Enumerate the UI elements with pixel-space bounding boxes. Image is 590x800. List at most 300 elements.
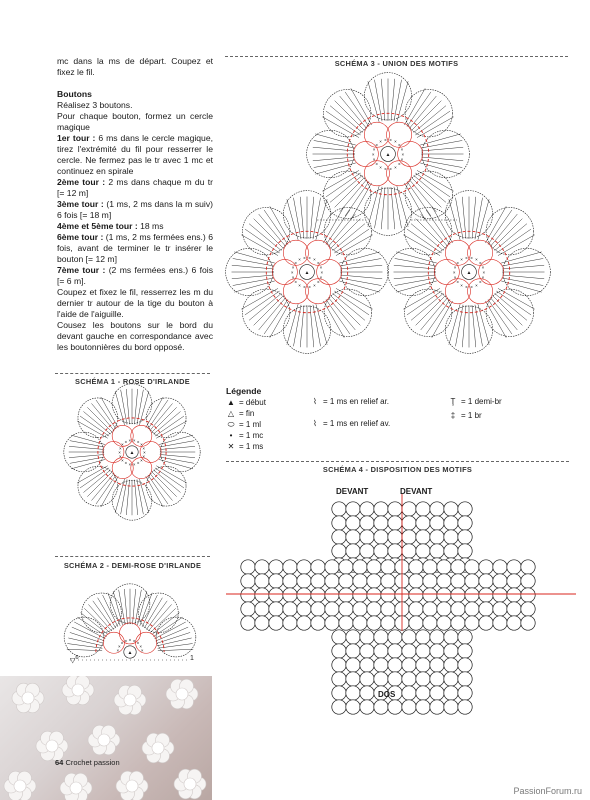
motif-cell [458,502,472,516]
motif-cell [339,588,353,602]
motif-cell [521,616,535,630]
motif-cell [479,602,493,616]
motif-cell [437,616,451,630]
motif-cell [451,588,465,602]
motif-cell [388,502,402,516]
motif-cell [381,560,395,574]
svg-text:×: × [303,284,306,290]
s2-number-left: ▽$^6$ [70,655,79,665]
svg-text:×: × [140,457,143,463]
instruction-round-label: 1er tour : [57,133,96,143]
instruction-line: Réalisez 3 boutons. [57,100,133,110]
motif-cell [388,658,402,672]
motif-cell [283,560,297,574]
svg-text:×: × [320,270,324,275]
outline-triangle-icon: △ [227,409,235,418]
motif-cell [416,502,430,516]
svg-text:×: × [119,445,122,451]
motif-cell [402,672,416,686]
motif-cell [374,530,388,544]
motif-cell [437,574,451,588]
motif-cell [458,700,472,714]
svg-text:×: × [379,139,382,145]
legend-item [226,441,266,452]
motif-cell [416,544,430,558]
motif-cell [444,700,458,714]
motif-cell [465,616,479,630]
legend-title: Légende [226,386,262,396]
motif-cell [360,658,374,672]
svg-text:×: × [121,457,124,463]
motif-cell [430,630,444,644]
motif-cell [325,588,339,602]
motif-cell [381,602,395,616]
legend-relief [310,390,390,434]
intro-text: mc dans la ms de départ. Coupez et fixez le fil. [57,56,213,77]
motif-cell [458,686,472,700]
motif-cell [444,658,458,672]
motif-cell [360,686,374,700]
motif-cell [430,544,444,558]
svg-text:×: × [142,445,145,451]
motif-cell [283,616,297,630]
svg-text:×: × [132,462,136,468]
motif-cell [360,544,374,558]
legend-item [226,430,266,441]
svg-text:×: × [294,260,297,266]
motif-cell [255,560,269,574]
motif-cell [416,686,430,700]
crochet-photo [0,676,212,800]
motif-cell [381,574,395,588]
motif-cell [388,516,402,530]
motif-cell [444,630,458,644]
motif-cell [374,672,388,686]
motif-cell [297,616,311,630]
svg-text:×: × [298,257,301,263]
motif-cell [507,574,521,588]
motif-cell [388,700,402,714]
instruction-round-label: 7ème tour : [57,265,106,275]
svg-text:×: × [400,157,404,163]
motif-cell [339,560,353,574]
motif-cell [360,672,374,686]
motif-cell [367,588,381,602]
svg-text:×: × [142,454,145,460]
svg-text:×: × [470,255,473,261]
legend-label: = début [239,398,266,407]
legend-item [226,397,266,408]
motif-cell [346,516,360,530]
motif-cell [374,658,388,672]
motif-cell [346,644,360,658]
motif-cell [423,616,437,630]
motif-cell [465,574,479,588]
svg-text:×: × [481,275,485,281]
boutons-heading: Boutons [57,89,92,99]
relief-front-icon: ⌇ [313,418,317,428]
motif-cell [346,686,360,700]
svg-text:×: × [136,460,140,466]
motif-cell [269,602,283,616]
motif-cell [493,574,507,588]
treble-label: = 1 br [461,410,482,420]
half-treble-label: = 1 demi-br [461,396,502,406]
legend-label: = 1 ms [239,442,264,451]
motif-cell [325,560,339,574]
svg-text:×: × [475,282,478,288]
motif-cell [360,530,374,544]
motif-cell [493,616,507,630]
schema1-title: SCHÉMA 1 - ROSE D'IRLANDE [75,377,190,386]
motif-cell [416,644,430,658]
svg-text:×: × [372,157,376,163]
motif-cell [444,516,458,530]
instruction-round-label: 6ème tour : [57,232,104,242]
motif-cell [346,672,360,686]
relief-back-label: = 1 ms en relief ar. [323,396,390,406]
motif-cell [346,544,360,558]
motif-cell [332,672,346,686]
svg-text:×: × [303,255,306,261]
svg-text:×: × [120,640,124,646]
motif-cell [416,700,430,714]
motif-cell [416,530,430,544]
boutons-instructions [57,100,213,353]
schema3-title: SCHÉMA 3 - UNION DES MOTIFS [334,59,459,68]
svg-text:×: × [294,279,297,285]
motif-cell [241,602,255,616]
svg-text:×: × [371,152,375,157]
svg-text:×: × [398,161,401,167]
svg-text:×: × [389,166,392,172]
svg-text:×: × [118,450,121,455]
motif-cell [381,588,395,602]
svg-text:×: × [119,454,122,460]
instruction-line: 2ème tour : 2 ms dans chaque m du tr [= 12 m] [57,177,213,198]
svg-text:×: × [124,638,128,644]
svg-text:×: × [317,260,320,266]
motif-cell [437,560,451,574]
motif-cell [402,502,416,516]
motif-cell [493,602,507,616]
motif-cell [374,644,388,658]
motif-cell [388,644,402,658]
legend-label: = 1 mc [239,431,264,440]
motif-cell [465,560,479,574]
svg-text:×: × [291,275,295,281]
instruction-line: Coupez et fixez le fil, resserrez les m du dernier tr autour de la tige du bouton à l'aide de l'aiguille. [57,287,213,319]
svg-text:×: × [475,257,478,263]
motif-cell [458,544,472,558]
motif-cell [430,658,444,672]
schema4-title: SCHÉMA 4 - DISPOSITION DES MOTIFS [322,465,473,474]
svg-text:▲: ▲ [466,270,472,276]
motif-cell [332,658,346,672]
motif-cell [458,530,472,544]
svg-text:×: × [298,282,301,288]
svg-text:×: × [319,275,323,281]
motif-cell [444,686,458,700]
legend-label: = fin [239,409,255,418]
divider-top [225,56,568,57]
svg-text:×: × [479,279,482,285]
motif-cell [444,644,458,658]
motif-cell [409,588,423,602]
watermark: PassionForum.ru [513,786,582,796]
motif-cell [507,560,521,574]
motif-cell [423,560,437,574]
motif-cell [402,644,416,658]
motif-cell [444,544,458,558]
motif-cell [360,502,374,516]
motif-cell [465,602,479,616]
instruction-line: 4ème et 5ème tour : 18 ms [57,221,164,231]
svg-text:▲: ▲ [129,450,135,456]
svg-text:×: × [460,282,463,288]
svg-text:×: × [465,284,468,290]
svg-text:×: × [136,439,140,445]
motif-cell [521,574,535,588]
instruction-line: 1er tour : 6 ms dans le cercle magique, tirez l'extrémité du fil pour resserrer le cercle. Ne fermez pas le tr avec 1 mc et continuez en spirale [57,133,213,176]
motif-cell [269,560,283,574]
page-number: 64 [55,758,64,767]
rose-motif [307,73,470,236]
label-devant-right: DEVANT [400,487,433,496]
motif-cell [423,574,437,588]
svg-text:×: × [481,264,485,270]
svg-text:×: × [394,139,397,145]
motif-cell [402,544,416,558]
svg-text:×: × [291,264,295,270]
instruction-round-label: 4ème et 5ème tour : [57,221,138,231]
motif-cell [311,588,325,602]
instruction-line: 6ème tour : (1 ms, 2 ms fermées ens.) 6 fois, avant de terminer le tr insérer le bouton [= 12 m] [57,232,213,264]
legend-item [226,419,266,430]
motif-cell [297,602,311,616]
svg-text:×: × [460,257,463,263]
motif-cell [360,630,374,644]
motif-cell [374,502,388,516]
motif-cell [332,700,346,714]
motif-cell [409,616,423,630]
svg-text:×: × [317,279,320,285]
svg-text:×: × [132,437,136,443]
motif-cell [360,516,374,530]
motif-cell [374,700,388,714]
svg-text:×: × [389,137,392,143]
svg-text:×: × [117,643,121,649]
motif-cell [479,574,493,588]
svg-text:×: × [384,166,387,172]
motif-cell [269,616,283,630]
motif-cell [339,602,353,616]
svg-text:×: × [290,270,294,275]
legend-item [226,408,266,419]
svg-text:▲: ▲ [385,152,391,158]
svg-text:×: × [140,442,143,448]
motif-cell [507,588,521,602]
motif-cell [241,588,255,602]
motif-cell [283,588,297,602]
svg-text:×: × [482,270,486,275]
motif-cell [423,588,437,602]
svg-text:×: × [401,152,405,157]
svg-text:×: × [375,142,378,148]
motif-cell [451,560,465,574]
instruction-line: 3ème tour : (1 ms, 2 ms dans la m suiv) 6 fois [= 18 m] [57,199,213,220]
svg-text:×: × [465,255,468,261]
motif-cell [381,616,395,630]
motif-cell [346,530,360,544]
legend-stitches [448,394,502,422]
svg-text:×: × [394,164,397,170]
motif-cell [437,588,451,602]
motif-cell [409,574,423,588]
svg-text:×: × [400,146,404,152]
motif-cell [430,700,444,714]
motif-cell [283,574,297,588]
motif-cell [409,560,423,574]
motif-cell [388,544,402,558]
motif-cell [507,616,521,630]
motif-cell [353,560,367,574]
motif-cell [311,616,325,630]
motif-cell [479,588,493,602]
instruction-line: Pour chaque bouton, formez un cercle magique [57,111,213,132]
motif-cell [332,644,346,658]
motif-cell [332,502,346,516]
motif-cell [444,672,458,686]
svg-text:×: × [375,161,378,167]
motif-cell [402,700,416,714]
motif-cell [416,672,430,686]
motif-cell [367,560,381,574]
treble-icon: ‡ [450,410,456,420]
svg-text:×: × [128,637,132,643]
svg-text:×: × [479,260,482,266]
svg-text:×: × [124,460,128,466]
motif-cell [346,658,360,672]
rose-motif [226,191,389,354]
divider-s4 [226,461,569,462]
motif-cell [521,602,535,616]
motif-cell [402,630,416,644]
motif-cell [367,616,381,630]
motif-cell [458,644,472,658]
half-treble-icon: Ţ [450,396,456,406]
motif-cell [311,574,325,588]
motif-cell [241,616,255,630]
motif-cell [360,644,374,658]
motif-cell [493,560,507,574]
motif-cell [325,602,339,616]
motif-cell [269,574,283,588]
svg-text:×: × [308,255,311,261]
motif-cell [423,602,437,616]
motif-cell [416,516,430,530]
svg-text:×: × [128,437,132,443]
schema2-title: SCHÉMA 2 - DEMI-ROSE D'IRLANDE [63,561,202,570]
relief-front-label: = 1 ms en relief av. [323,418,391,428]
instruction-round-label: 3ème tour : [57,199,104,209]
motif-cell [402,658,416,672]
motif-cell [346,502,360,516]
motif-cell [297,588,311,602]
motif-cell [388,630,402,644]
svg-text:×: × [313,257,316,263]
s2-number-right: 1 [190,655,194,662]
instruction-round-label: 2ème tour : [57,177,106,187]
motif-cell [269,588,283,602]
motif-cell [332,516,346,530]
motif-cell [444,502,458,516]
motif-cell [430,672,444,686]
schema3-diagram [225,70,575,370]
motif-cell [297,574,311,588]
rose-motif [64,584,196,658]
motif-cell [360,700,374,714]
motif-cell [241,560,255,574]
motif-cell [493,588,507,602]
svg-text:×: × [456,260,459,266]
instruction-line: 7ème tour : (2 ms fermées ens.) 6 fois [= 6 m]. [57,265,213,286]
rose-motif [64,384,200,520]
instructions-column [57,56,213,353]
motif-cell [388,530,402,544]
motif-cell [332,630,346,644]
motif-cell [241,574,255,588]
instruction-line: Cousez les boutons sur le bord du devant gauche en correspondance avec les boutonnières du bord opposé. [57,320,213,352]
page-footer [55,758,120,767]
motif-cell [325,616,339,630]
motif-cell [430,516,444,530]
motif-cell [458,630,472,644]
svg-text:×: × [136,640,140,646]
motif-cell [437,602,451,616]
motif-cell [255,574,269,588]
motif-cell [255,588,269,602]
schema4-diagram [226,476,576,706]
s2-start-icon: ▽ [70,657,76,665]
svg-text:×: × [143,450,146,455]
svg-text:×: × [319,264,323,270]
svg-text:×: × [116,647,120,653]
motif-cell [451,616,465,630]
motif-cell [451,574,465,588]
motif-cell [325,574,339,588]
motif-cell [458,516,472,530]
svg-text:×: × [124,439,128,445]
rose-motif [388,191,551,354]
motif-cell [353,574,367,588]
relief-back-icon: ⌇ [313,396,317,406]
motif-cell [353,588,367,602]
motif-cell [374,516,388,530]
svg-text:×: × [313,282,316,288]
motif-cell [346,630,360,644]
motif-cell [339,574,353,588]
motif-cell [332,686,346,700]
motif-cell [458,672,472,686]
motif-cell [374,630,388,644]
dot-icon: • [229,431,233,440]
cross-icon: ✕ [227,442,235,451]
motif-cell [255,616,269,630]
svg-text:▲: ▲ [127,650,133,656]
svg-text:×: × [308,284,311,290]
motif-cell [451,602,465,616]
